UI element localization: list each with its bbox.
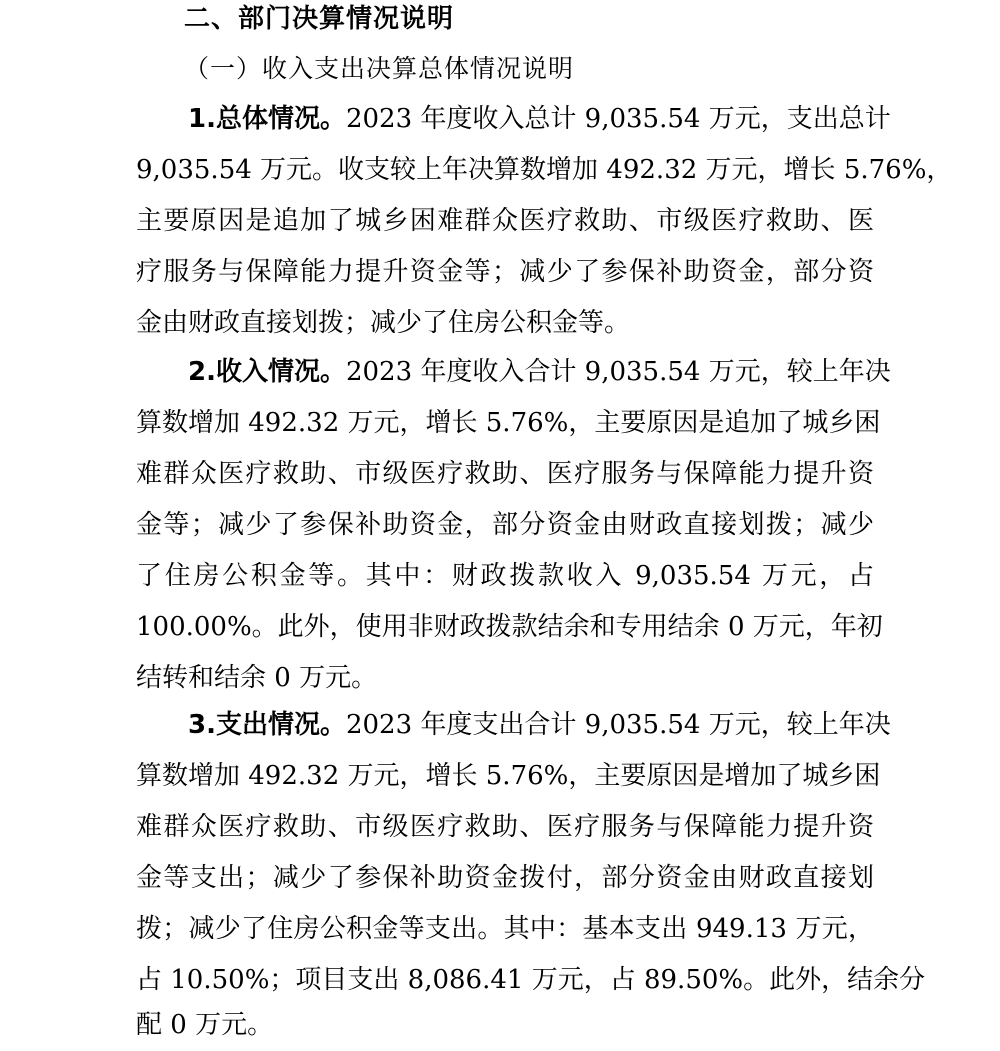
paragraph-line: 疗服务与保障能力提升资金等；减少了参保补助资金，部分资: [136, 257, 874, 287]
paragraph-text: 2023 年度收入总计 9,035.54 万元，支出总计: [345, 104, 891, 134]
paragraph-line: 金由财政直接划拨；减少了住房公积金等。: [136, 308, 631, 338]
paragraph-line: [188, 94, 891, 145]
section-heading: 二、部门决算情况说明: [184, 4, 455, 34]
paragraph-text: 2023 年度支出合计 9,035.54 万元，较上年决: [345, 710, 891, 740]
paragraph-line: 金等支出；减少了参保补助资金拨付，部分资金由财政直接划: [136, 863, 874, 893]
paragraph-line: 结转和结余 0 万元。: [136, 663, 378, 693]
paragraph-lead: 2.收入情况。: [188, 357, 346, 387]
paragraph-line: [188, 347, 891, 398]
paragraph-line: 9,035.54 万元。收支较上年决算数增加 492.32 万元，增长 5.76%，: [136, 155, 953, 185]
paragraph-line: 算数增加 492.32 万元，增长 5.76%，主要原因是追加了城乡困: [136, 408, 881, 438]
paragraph-line: 金等；减少了参保补助资金，部分资金由财政直接划拨；减少: [136, 510, 874, 540]
paragraph-line: 配 0 万元。: [136, 1010, 274, 1040]
paragraph-lead: 3.支出情况。: [188, 710, 346, 740]
subsection-heading: （一）收入支出决算总体情况说明: [184, 54, 575, 83]
paragraph-lead: 1.总体情况。: [188, 104, 346, 134]
paragraph-line: 占 10.50%；项目支出 8,086.41 万元，占 89.50%。此外，结余分: [136, 965, 926, 995]
paragraph-line: 了住房公积金等。其中：财政拨款收入 9,035.54 万元，占: [136, 561, 874, 591]
paragraph-line: 100.00%。此外，使用非财政拨款结余和专用结余 0 万元，年初: [136, 612, 883, 642]
paragraph-line: 难群众医疗救助、市级医疗救助、医疗服务与保障能力提升资: [136, 812, 874, 842]
paragraph-line: 算数增加 492.32 万元，增长 5.76%，主要原因是增加了城乡困: [136, 761, 881, 791]
paragraph-line: 主要原因是追加了城乡困难群众医疗救助、市级医疗救助、医: [136, 206, 874, 236]
paragraph-line: 拨；减少了住房公积金等支出。其中：基本支出 949.13 万元，: [136, 914, 874, 944]
paragraph-line: 难群众医疗救助、市级医疗救助、医疗服务与保障能力提升资: [136, 459, 874, 489]
paragraph-line: [188, 700, 891, 751]
paragraph-text: 2023 年度收入合计 9,035.54 万元，较上年决: [345, 357, 891, 387]
